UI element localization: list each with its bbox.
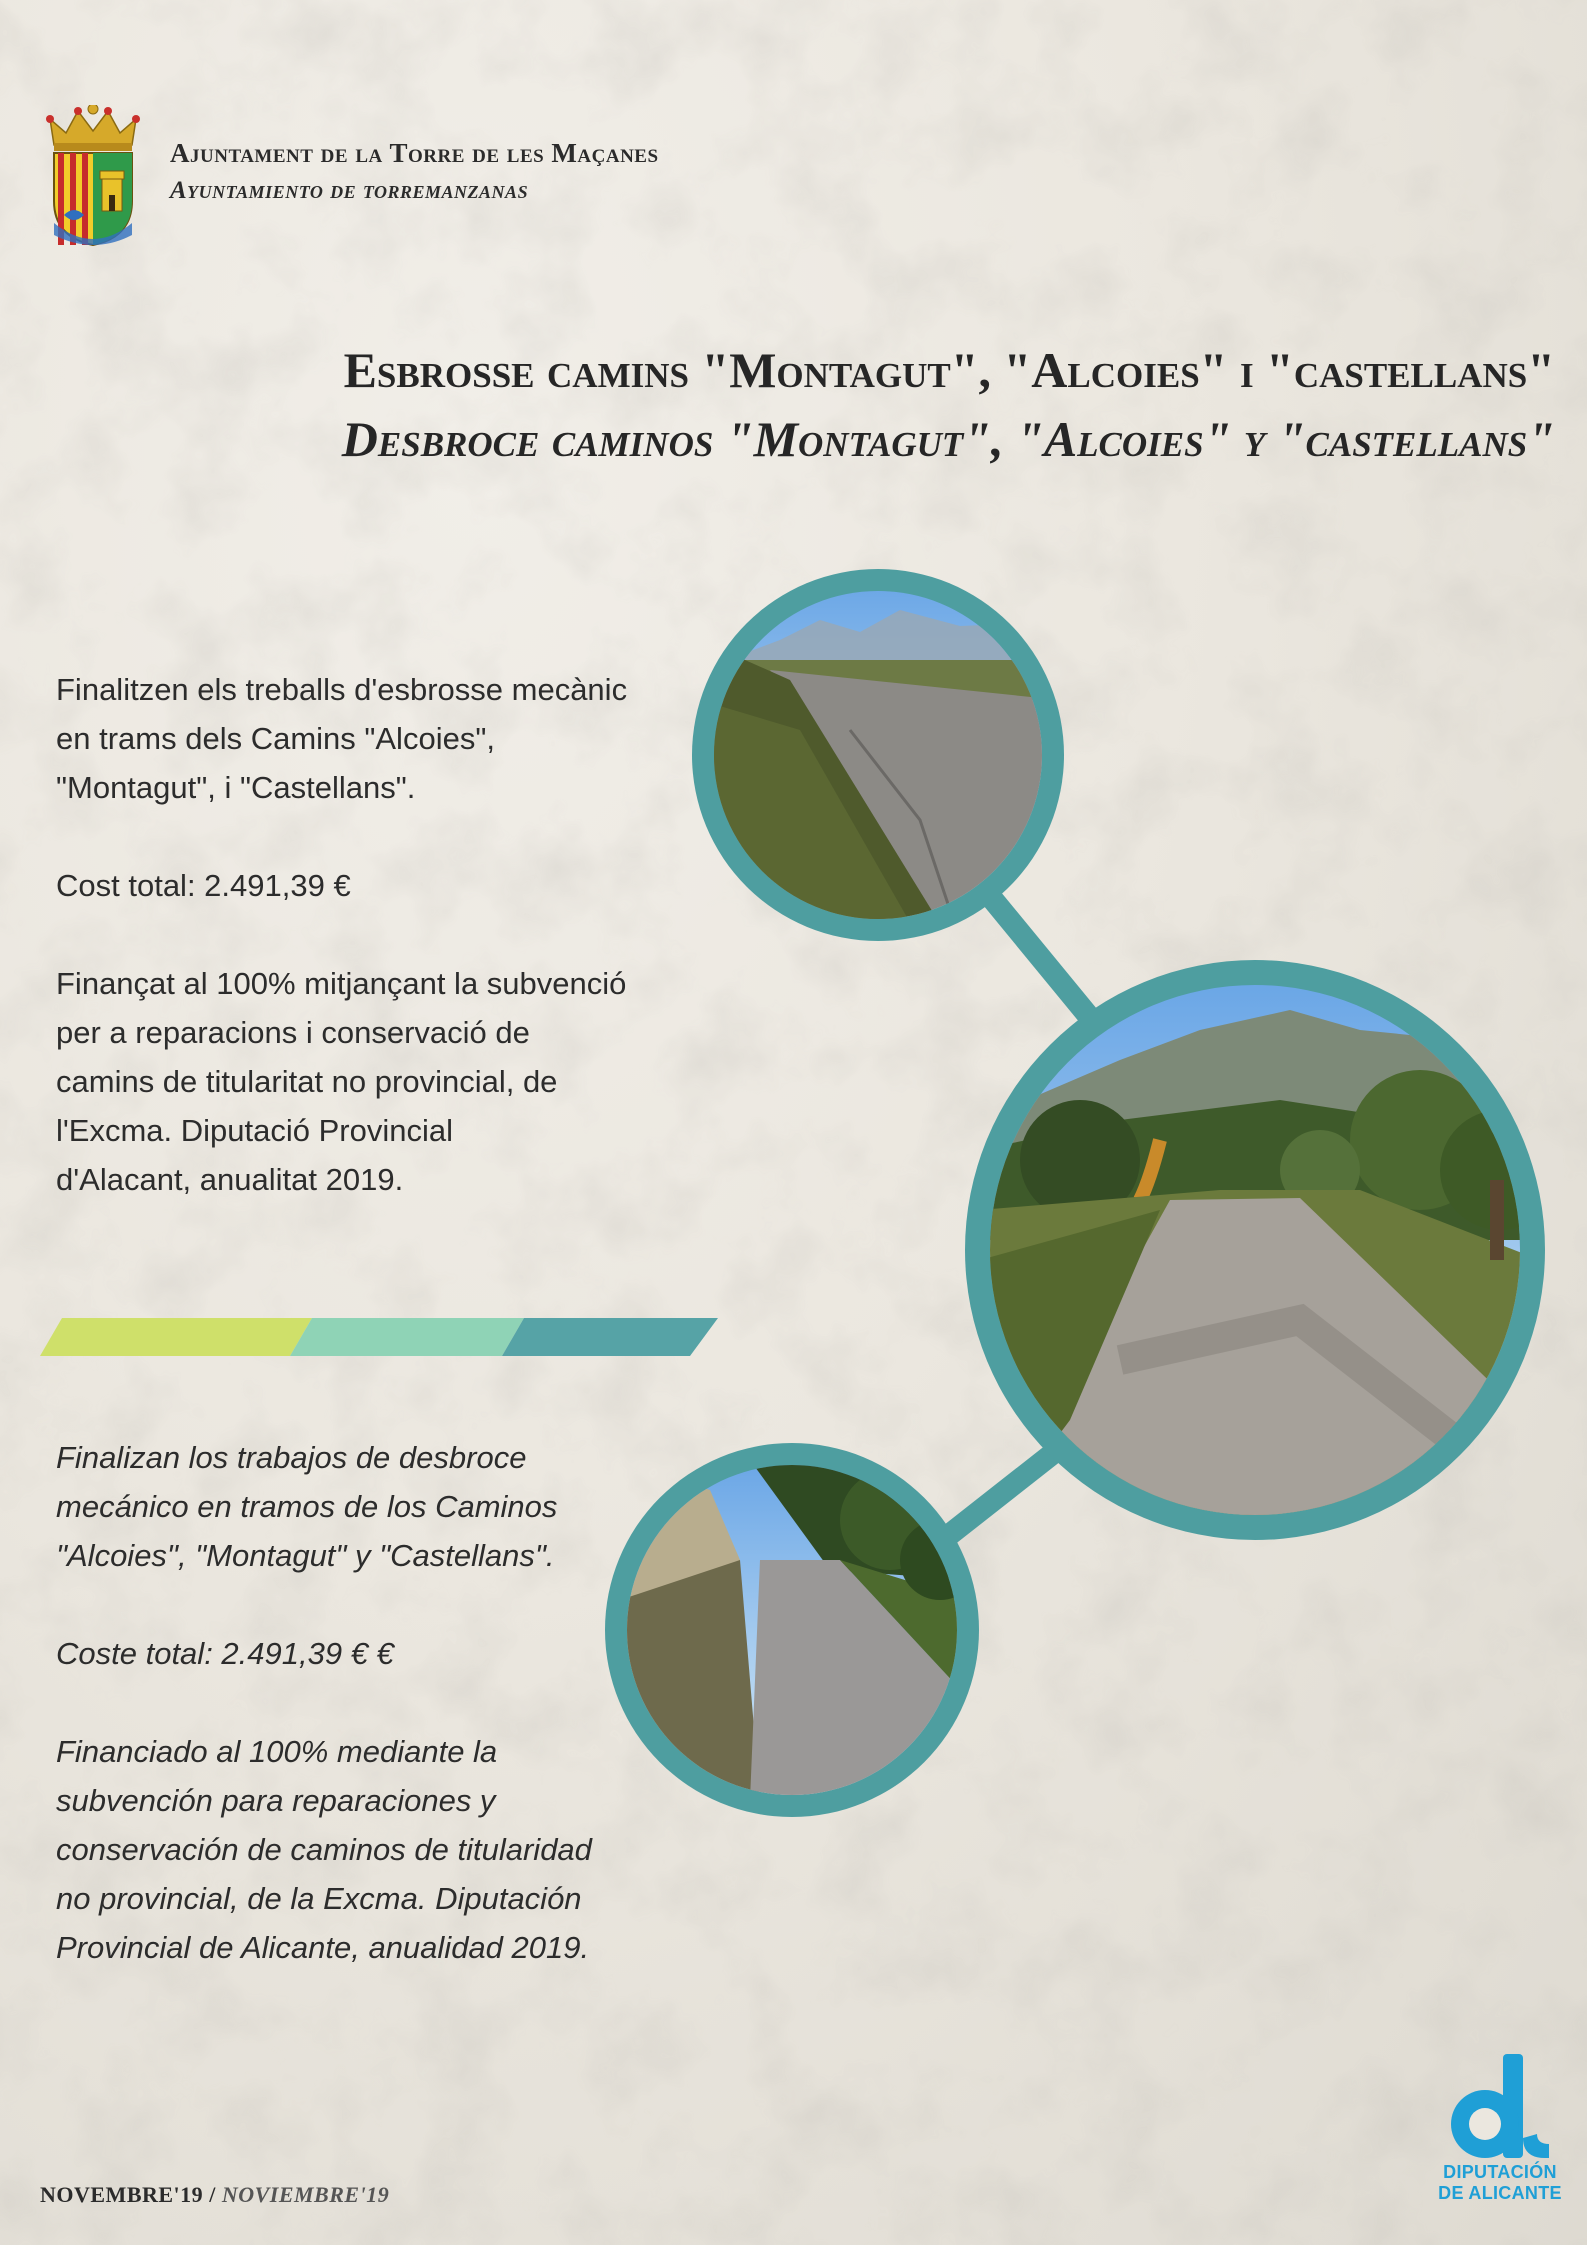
page-title <box>175 338 1555 472</box>
photo-road-castellans <box>605 1443 980 1817</box>
municipal-coat-of-arms-icon <box>40 105 146 247</box>
org-name-spanish: Ayuntamiento de torremanzanas <box>170 177 529 204</box>
organization-name <box>170 138 659 205</box>
catalan-text-block <box>56 665 676 1204</box>
footer-date <box>40 2182 389 2208</box>
spanish-text-block <box>56 1433 676 1972</box>
org-name-catalan: Ajuntament de la Torre de les Maçanes <box>170 138 659 168</box>
footer-date-catalan: NOVEMBRE'19 <box>40 2182 204 2207</box>
spanish-intro-paragraph: Finalizan los trabajos de desbroce mecánico en tramos de los Caminos "Alcoies", "Montagut" y "Castellans". <box>56 1440 558 1573</box>
diputacion-alicante-logo <box>1425 2052 1575 2212</box>
photo-road-montagut <box>692 569 1064 941</box>
connector-line-1 <box>985 890 1100 1030</box>
diputacion-al-monogram-icon <box>1445 2052 1555 2162</box>
footer-date-spanish: NOVIEMBRE'19 <box>221 2182 390 2207</box>
footer-date-separator: / <box>203 2182 222 2207</box>
spanish-funding-paragraph: Financiado al 100% mediante la subvención para reparaciones y conservación de caminos de titularidad no provincial, de la Excma. Diputación Provincial de Alicante, anualidad 2019. <box>56 1734 592 1965</box>
diputacion-line-1: DIPUTACIÓN <box>1443 2162 1557 2182</box>
photo-collage <box>600 560 1580 1820</box>
catalan-intro-paragraph: Finalitzen els treballs d'esbrosse mecànic en trams dels Camins "Alcoies", "Montagut", i "Castellans". <box>56 672 628 805</box>
catalan-funding-paragraph: Finançat al 100% mitjançant la subvenció per a reparacions i conservació de camins de titularitat no provincial, de l'Excma. Diputació Provincial d'Alacant, anualitat 2019. <box>56 966 627 1197</box>
photo-road-alcoies <box>965 960 1560 1540</box>
catalan-cost-paragraph: Cost total: 2.491,39 € <box>56 868 351 903</box>
spanish-cost-paragraph: Coste total: 2.491,39 € € <box>56 1636 394 1671</box>
diputacion-line-2: DE ALICANTE <box>1438 2183 1562 2203</box>
title-spanish: Desbroce caminos "Montagut", "Alcoies" y "castellans" <box>341 411 1555 467</box>
title-catalan: Esbrosse camins "Montagut", "Alcoies" i "castellans" <box>343 342 1555 398</box>
